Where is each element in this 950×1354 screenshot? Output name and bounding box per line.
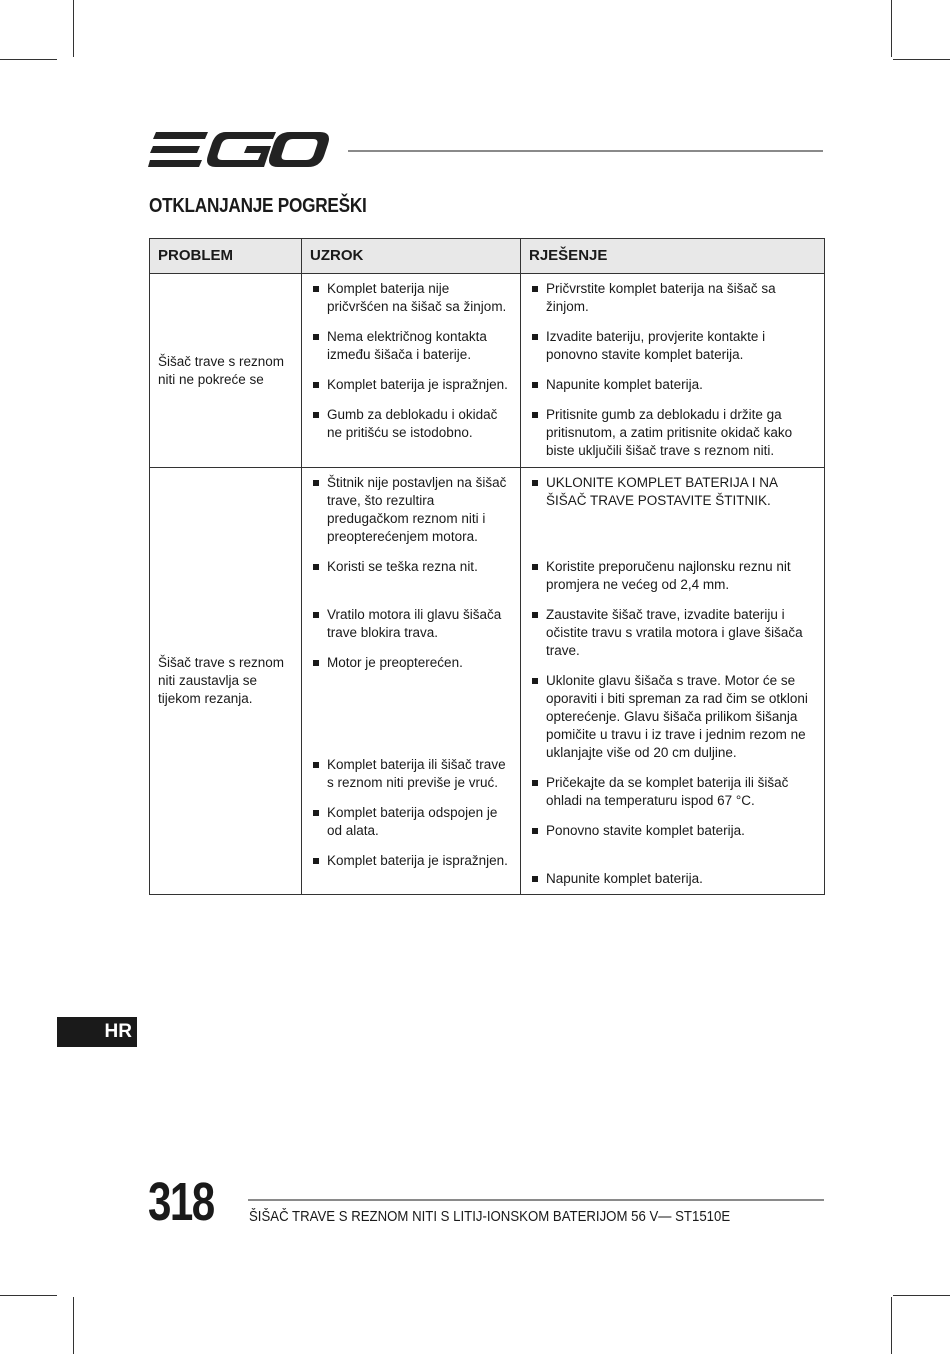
problem-cell	[150, 274, 302, 468]
cause-item: Motor je preopterećen.	[310, 654, 512, 672]
solution-item: Pričekajte da se komplet baterija ili šišač ohladi na temperaturu ispod 67 °C.	[529, 774, 816, 810]
troubleshooting-table	[149, 238, 825, 895]
solution-item: Napunite komplet baterija.	[529, 376, 816, 394]
table-row	[150, 468, 825, 895]
solution-item: Izvadite bateriju, provjerite kontakte i ponovno stavite komplet baterija.	[529, 328, 816, 364]
cause-item: Štitnik nije postavljen na šišač trave, što rezultira predugačkom reznom niti i preopterećenjem motora.	[310, 474, 512, 546]
page-number: 318	[148, 1172, 214, 1232]
solution-cell	[521, 274, 825, 468]
column-header-solution: RJEŠENJE	[521, 239, 825, 274]
solution-item: Pričvrstite komplet baterija na šišač sa žinjom.	[529, 280, 816, 316]
solution-item: Pritisnite gumb za deblokadu i držite ga pritisnutom, a zatim pritisnite okidač kako biste uključili šišač trave s reznom niti.	[529, 406, 816, 460]
column-header-problem: PROBLEM	[150, 239, 302, 274]
crop-mark	[0, 1295, 57, 1296]
ego-logo	[148, 128, 332, 172]
section-title: OTKLANJANJE POGREŠKI	[149, 195, 367, 217]
language-badge: HR	[57, 1017, 137, 1047]
footer-rule	[248, 1199, 824, 1201]
cause-item: Komplet baterija odspojen je od alata.	[310, 804, 512, 840]
footer-title: ŠIŠAČ TRAVE S REZNOM NITI S LITIJ-IONSKOM BATERIJOM 56 V— ST1510E	[249, 1208, 731, 1225]
cause-item: Nema električnog kontakta između šišača i baterije.	[310, 328, 512, 364]
crop-mark	[893, 59, 950, 60]
problem-text: Šišač trave s reznom niti zaustavlja se tijekom rezanja.	[158, 655, 285, 706]
crop-mark	[73, 0, 74, 57]
crop-mark	[73, 1297, 74, 1354]
crop-mark	[893, 1295, 950, 1296]
problem-cell	[150, 468, 302, 895]
column-header-cause: UZROK	[302, 239, 521, 274]
solution-item: Ponovno stavite komplet baterija.	[529, 822, 816, 840]
cause-cell	[302, 274, 521, 468]
cause-item: Komplet baterija ili šišač trave s reznom niti previše je vruć.	[310, 756, 512, 792]
cause-item: Koristi se teška rezna nit.	[310, 558, 512, 576]
cause-item: Vratilo motora ili glavu šišača trave blokira trava.	[310, 606, 512, 642]
solution-item: Zaustavite šišač trave, izvadite bateriju i očistite travu s vratila motora i glave šišača trave.	[529, 606, 816, 660]
header-rule	[348, 150, 823, 152]
solution-item: Napunite komplet baterija.	[529, 870, 816, 888]
cause-cell	[302, 468, 521, 895]
problem-text: Šišač trave s reznom niti ne pokreće se	[158, 353, 285, 387]
solution-item: Koristite preporučenu najlonsku reznu nit promjera ne većeg od 2,4 mm.	[529, 558, 816, 594]
crop-mark	[0, 59, 57, 60]
crop-mark	[891, 1297, 892, 1354]
cause-item: Gumb za deblokadu i okidač ne pritišću se istodobno.	[310, 406, 512, 442]
table-header-row	[150, 239, 825, 274]
cause-item: Komplet baterija je ispražnjen.	[310, 376, 512, 394]
solution-item: UKLONITE KOMPLET BATERIJA I NA ŠIŠAČ TRAVE POSTAVITE ŠTITNIK.	[529, 474, 816, 510]
crop-mark	[891, 0, 892, 57]
solution-item: Uklonite glavu šišača s trave. Motor će se oporaviti i biti spreman za rad čim se otkloni opterećenje. Glavu šišača prilikom šišanja pomičite u travu i iz trave i jednim rezom ne uklanjajte više od 20 cm duljine.	[529, 672, 816, 762]
cause-item: Komplet baterija nije pričvršćen na šišač sa žinjom.	[310, 280, 512, 316]
solution-cell	[521, 468, 825, 895]
table-row	[150, 274, 825, 468]
cause-item: Komplet baterija je ispražnjen.	[310, 852, 512, 870]
